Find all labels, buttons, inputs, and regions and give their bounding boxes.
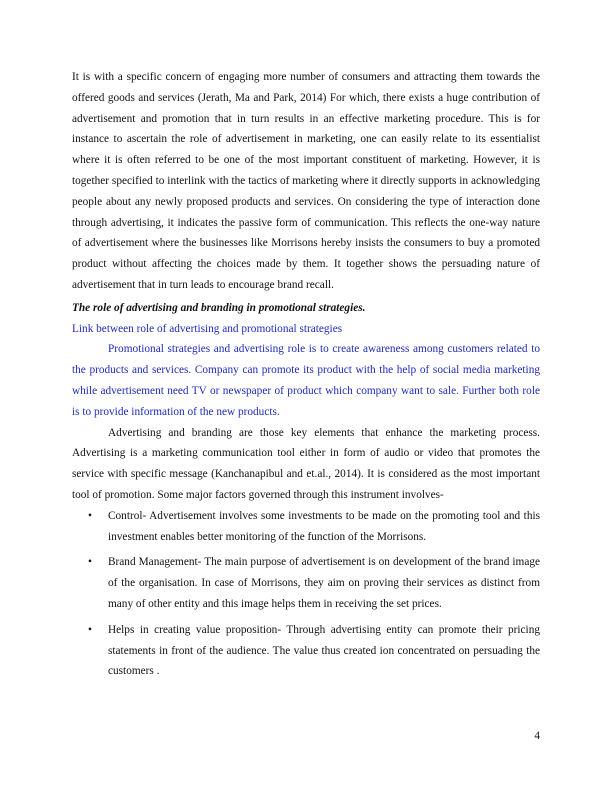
document-page bbox=[72, 67, 540, 687]
bullet-icon: • bbox=[88, 623, 92, 636]
list-item bbox=[72, 620, 540, 682]
advertising-paragraph: Advertising and branding are those key elements that enhance the marketing process. Advertising is a marketing communication tool either in form of audio or video that promotes the service with specific message (Kanchanapibul and et.al., 2014). It is considered as the most important tool of promotion. Some major factors governed through this instrument involves- bbox=[72, 426, 540, 501]
bullet-icon: • bbox=[88, 556, 92, 569]
link-heading: Link between role of advertising and promotional strategies bbox=[72, 322, 343, 335]
list-item bbox=[72, 552, 540, 614]
factors-list bbox=[72, 506, 540, 682]
promo-paragraph: Promotional strategies and advertising role is to create awareness among customers related to the products and services. Company can promote its product with the help of social media marketing while advertisement need TV or newspaper of product which company want to sale. Further both role is to provide information of the new products. bbox=[72, 343, 540, 418]
list-item-text: Brand Management- The main purpose of advertisement is on development of the brand image of the organisation. In case of Morrisons, they aim on proving their services as distinct from many of other entity and this image helps them in receiving the set prices. bbox=[108, 556, 540, 610]
intro-paragraph: It is with a specific concern of engaging more number of consumers and attracting them towards the offered goods and services (Jerath, Ma and Park, 2014) For which, there exists a huge contribution of advertisement and promotion that in turn results in an effective marketing procedure. This is for instance to ascertain the role of advertisement in marketing, one can easily relate to its essentialist where it is often referred to be one of the most important constituent of marketing. However, it is together specified to interlink with the tactics of marketing where it directly supports in acknowledging people about any newly proposed products and services. On considering the type of interaction done through advertising, it indicates the passive form of communication. This reflects the one-way nature of advertisement where the businesses like Morrisons hereby insists the consumers to buy a promoted product without affecting the choices made by them. It together shows the persuading nature of advertisement that in turn leads to encourage brand recall. bbox=[72, 71, 540, 291]
page-number: 4 bbox=[534, 730, 540, 742]
list-item-text: Helps in creating value proposition- Through advertising entity can promote their pricing statements in front of the audience. The value thus created ion concentrated on persuading the customers . bbox=[108, 623, 540, 678]
section-heading: The role of advertising and branding in promotional strategies. bbox=[72, 301, 366, 314]
bullet-icon: • bbox=[88, 509, 92, 522]
list-item-text: Control- Advertisement involves some investments to be made on the promoting tool and this investment enables better monitoring of the function of the Morrisons. bbox=[108, 509, 540, 543]
list-item bbox=[72, 506, 540, 548]
